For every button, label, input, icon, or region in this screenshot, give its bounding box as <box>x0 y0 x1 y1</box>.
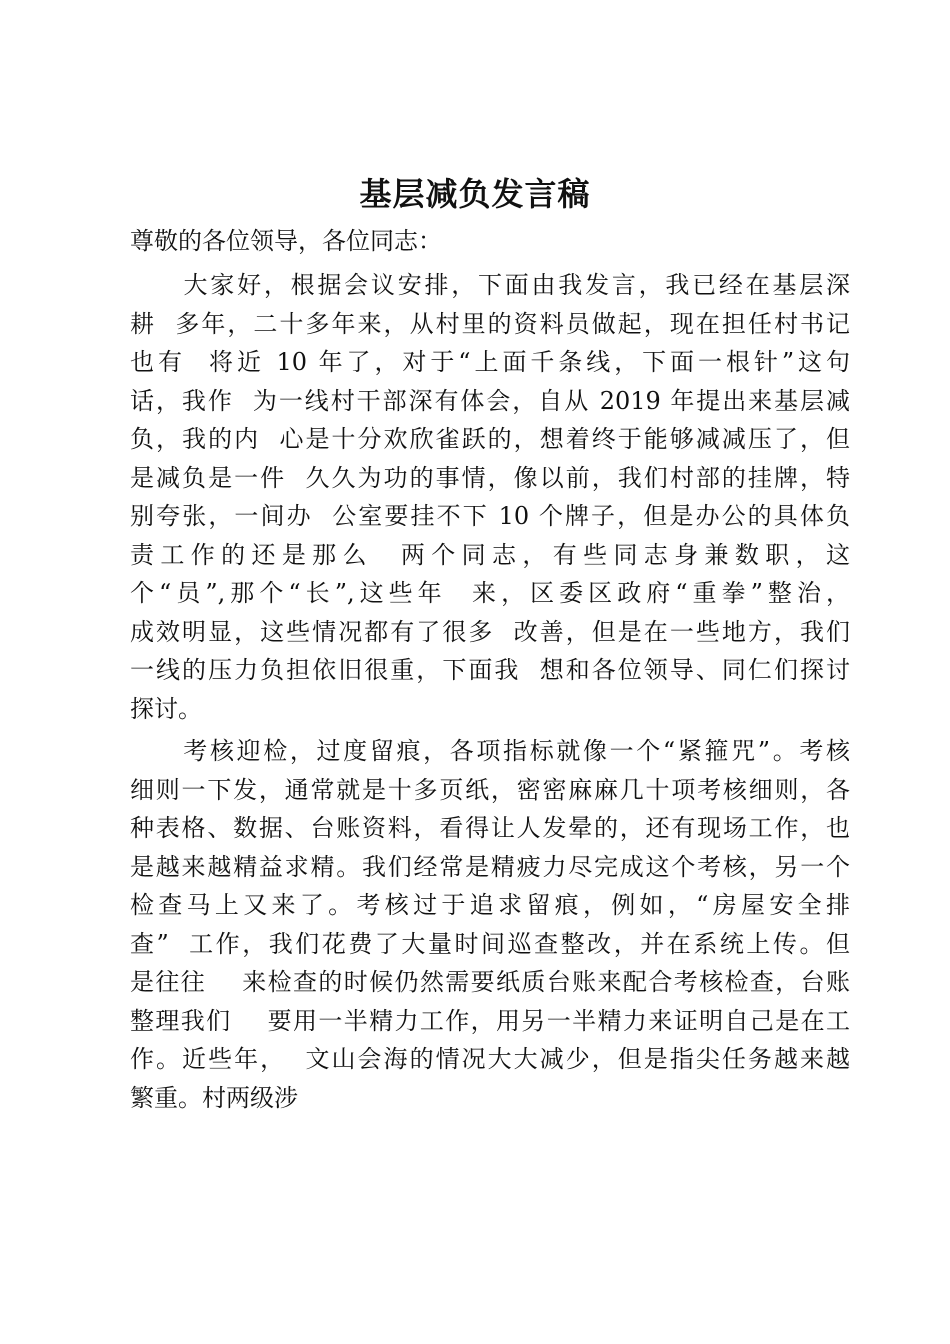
paragraph-line: 考核迎检，过度留痕，各项指标就像一个“紧箍咒”。考核 <box>130 737 850 765</box>
salutation: 尊敬的各位领导，各位同志： <box>130 227 442 255</box>
paragraph-line: 耕 多年，二十多年来，从村里的资料员做起，现在担任村书记 <box>130 309 850 338</box>
paragraph-line: 作。近些年， 文山会海的情况大大减少，但是指尖任务越来越 <box>130 1045 850 1073</box>
paragraph-line: 责工作的还是那么 两个同志，有些同志身兼数职，这 <box>130 540 850 569</box>
paragraph-line: 查” 工作，我们花费了大量时间巡查整改，并在系统上传。但 <box>130 929 850 958</box>
paragraph-line: 探讨。 <box>130 694 202 723</box>
paragraph-line: 话，我作 为一线村干部深有体会，自从 2019 年提出来基层减 <box>130 386 850 415</box>
paragraph-line: 也有 将近 10 年了，对于“上面千条线，下面一根针”这句 <box>130 348 850 376</box>
paragraph-line: 是减负是一件 久久为功的事情，像以前，我们村部的挂牌，特 <box>130 463 850 492</box>
paragraph-line: 检查马上又来了。考核过于追求留痕，例如，“房屋安全排 <box>130 891 850 919</box>
paragraph-line: 是往往 来检查的时候仍然需要纸质台账来配合考核检查，台账 <box>130 968 850 996</box>
document-title: 基层减负发言稿 <box>359 175 591 213</box>
paragraph-line: 是越来越精益求精。我们经常是精疲力尽完成这个考核，另一个 <box>130 852 850 881</box>
paragraph-line: 别夸张，一间办 公室要挂不下 10 个牌子，但是办公的具体负 <box>130 502 850 530</box>
paragraph-1 <box>130 266 850 728</box>
paragraph-2 <box>130 732 850 1117</box>
paragraph-line: 成效明显，这些情况都有了很多 改善，但是在一些地方，我们 <box>130 617 850 646</box>
paragraph-line: 繁重。村两级涉 <box>130 1083 298 1112</box>
paragraph-line: 负，我的内 心是十分欢欣雀跃的，想着终于能够减减压了，但 <box>130 425 850 453</box>
paragraph-line: 大家好，根据会议安排，下面由我发言，我已经在基层深 <box>130 271 850 299</box>
paragraph-line: 种表格、数据、台账资料，看得让人发晕的，还有现场工作，也 <box>130 814 850 842</box>
paragraph-line: 一线的压力负担依旧很重，下面我 想和各位领导、同仁们探讨 <box>130 656 850 684</box>
paragraph-line: 个“员”,那个“长”,这些年 来，区委区政府“重拳”整治， <box>130 579 850 607</box>
paragraph-line: 整理我们 要用一半精力工作，用另一半精力来证明自己是在工 <box>130 1006 850 1035</box>
paragraph-line: 细则一下发，通常就是十多页纸，密密麻麻几十项考核细则，各 <box>130 775 850 804</box>
